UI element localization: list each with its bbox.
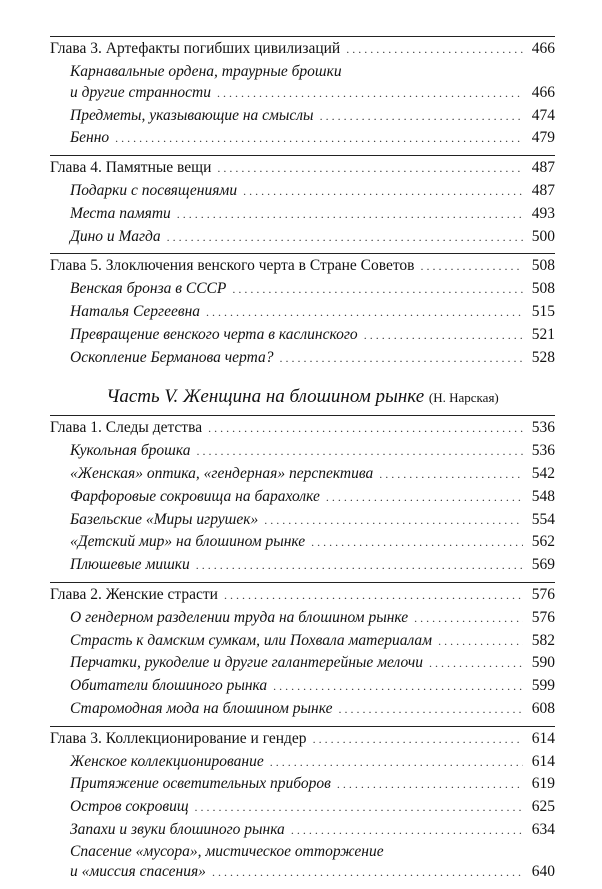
page-number: 599 <box>531 677 555 695</box>
page-number: 466 <box>531 83 555 101</box>
part-author: (Н. Нарская) <box>428 390 499 406</box>
dot-leader <box>208 418 523 440</box>
dot-leader <box>320 106 523 128</box>
dot-leader <box>206 302 523 324</box>
subsection-title-line2: и другие странности <box>70 82 215 104</box>
chapter-entry[interactable] <box>50 255 555 278</box>
dot-leader <box>115 128 523 150</box>
dot-leader <box>243 181 523 203</box>
page-number: 493 <box>531 204 555 222</box>
subsection-title: Базельские «Миры игрушек» <box>70 509 262 531</box>
subsection-entry-cont[interactable] <box>50 82 555 105</box>
page-number: 515 <box>531 302 555 320</box>
page-number: 474 <box>531 106 555 124</box>
chapter-2-female-passions <box>50 582 555 721</box>
subsection-title: Обитатели блошиного рынка <box>70 675 271 697</box>
subsection-entry[interactable] <box>50 105 555 128</box>
dot-leader <box>217 83 523 105</box>
subsection-entry[interactable] <box>50 531 555 554</box>
page-number: 562 <box>531 533 555 551</box>
part-heading[interactable] <box>50 385 555 410</box>
dot-leader <box>326 487 523 509</box>
page-number: 536 <box>531 442 555 460</box>
subsection-title: «Женская» оптика, «гендерная» перспектива <box>70 463 377 485</box>
page-number: 590 <box>531 654 555 672</box>
chapter-4-memorabilia <box>50 155 555 248</box>
subsection-entry[interactable] <box>50 203 555 226</box>
dot-leader <box>273 676 523 698</box>
dot-leader <box>379 464 523 486</box>
subsection-title: Женское коллекционирование <box>70 751 268 773</box>
subsection-entry-cont[interactable] <box>50 861 555 884</box>
subsection-entry[interactable] <box>50 796 555 819</box>
dot-leader <box>311 532 523 554</box>
dot-leader <box>270 752 523 774</box>
dot-leader <box>337 774 523 796</box>
chapter-title: Глава 5. Злоключения венского черта в Стране Советов <box>50 255 418 277</box>
page-number: 508 <box>531 280 555 298</box>
dot-leader <box>224 585 523 607</box>
dot-leader <box>217 158 523 180</box>
dot-leader <box>414 608 523 630</box>
subsection-title: Притяжение осветительных приборов <box>70 773 335 795</box>
subsection-title: Предметы, указывающие на смыслы <box>70 105 318 127</box>
subsection-title: Подарки с посвящениями <box>70 180 241 202</box>
dot-leader <box>195 797 523 819</box>
page-number: 569 <box>531 556 555 574</box>
subsection-entry[interactable] <box>50 652 555 675</box>
chapter-entry[interactable] <box>50 157 555 180</box>
dot-leader <box>212 862 523 884</box>
subsection-entry[interactable] <box>50 463 555 486</box>
subsection-entry[interactable] <box>50 440 555 463</box>
subsection-entry[interactable] <box>50 226 555 249</box>
subsection-title: «Детский мир» на блошином рынке <box>70 531 309 553</box>
chapter-1-childhood-traces <box>50 415 555 577</box>
dot-leader <box>438 631 523 653</box>
subsection-title: Венская бронза в СССР <box>70 278 230 300</box>
subsection-entry[interactable] <box>50 842 555 861</box>
page-number: 625 <box>531 798 555 816</box>
subsection-entry[interactable] <box>50 819 555 842</box>
subsection-title: Фарфоровые сокровища на барахолке <box>70 486 324 508</box>
chapter-entry[interactable] <box>50 584 555 607</box>
subsection-entry[interactable] <box>50 773 555 796</box>
page-number: 521 <box>531 325 555 343</box>
subsection-entry[interactable] <box>50 607 555 630</box>
chapter-title: Глава 3. Артефакты погибших цивилизаций <box>50 38 344 60</box>
subsection-entry[interactable] <box>50 675 555 698</box>
subsection-title: Оскопление Берманова черта? <box>70 347 277 369</box>
table-of-contents <box>50 36 555 889</box>
subsection-entry[interactable] <box>50 630 555 653</box>
page-number: 640 <box>531 862 555 880</box>
page-number: 576 <box>531 608 555 626</box>
page-number: 608 <box>531 699 555 717</box>
page-number: 487 <box>531 159 555 177</box>
subsection-entry[interactable] <box>50 698 555 721</box>
subsection-title: Наталья Сергеевна <box>70 301 204 323</box>
dot-leader <box>291 820 523 842</box>
dot-leader <box>279 348 523 370</box>
subsection-title: Старомодная мода на блошином рынке <box>70 698 336 720</box>
chapter-3-collecting-and-gender <box>50 726 555 884</box>
dot-leader <box>313 729 523 751</box>
page-number: 542 <box>531 464 555 482</box>
dot-leader <box>177 204 523 226</box>
dot-leader <box>167 227 523 249</box>
subsection-title-line2: и «миссия спасения» <box>70 861 210 883</box>
subsection-title-line1: Спасение «мусора», мистическое отторжение <box>70 842 388 861</box>
dot-leader <box>232 279 523 301</box>
page-number: 548 <box>531 487 555 505</box>
page-number: 614 <box>531 729 555 747</box>
page-number: 554 <box>531 510 555 528</box>
subsection-entry[interactable] <box>50 486 555 509</box>
page-number: 528 <box>531 348 555 366</box>
dot-leader <box>429 653 523 675</box>
subsection-title: Места памяти <box>70 203 175 225</box>
part-title: Часть V. Женщина на блошином рынке <box>106 386 425 408</box>
subsection-entry[interactable] <box>50 180 555 203</box>
page-number: 582 <box>531 631 555 649</box>
chapter-entry[interactable] <box>50 38 555 61</box>
dot-leader <box>338 699 523 721</box>
page-number: 634 <box>531 820 555 838</box>
chapter-5-viennese-devil <box>50 253 555 369</box>
chapter-entry[interactable] <box>50 728 555 751</box>
subsection-title: О гендерном разделении труда на блошином рынке <box>70 607 412 629</box>
subsection-entry[interactable] <box>50 301 555 324</box>
subsection-entry[interactable] <box>50 278 555 301</box>
page-number: 614 <box>531 752 555 770</box>
page-number: 619 <box>531 775 555 793</box>
chapter-title: Глава 2. Женские страсти <box>50 584 222 606</box>
subsection-entry[interactable] <box>50 751 555 774</box>
page-number: 487 <box>531 181 555 199</box>
subsection-entry[interactable] <box>50 509 555 532</box>
subsection-title: Запахи и звуки блошиного рынка <box>70 819 289 841</box>
subsection-title: Бенно <box>70 127 113 149</box>
subsection-title-line1: Карнавальные ордена, траурные брошки <box>70 61 346 82</box>
dot-leader <box>264 510 523 532</box>
subsection-title: Кукольная брошка <box>70 440 194 462</box>
dot-leader <box>364 325 523 347</box>
dot-leader <box>420 256 523 278</box>
chapter-entry[interactable] <box>50 417 555 440</box>
subsection-title: Перчатки, рукоделие и другие галантерейные мелочи <box>70 652 427 674</box>
chapter-3-artifacts <box>50 36 555 150</box>
chapter-title: Глава 3. Коллекционирование и гендер <box>50 728 311 750</box>
subsection-entry[interactable] <box>50 61 555 82</box>
page-number: 466 <box>531 40 555 57</box>
subsection-entry[interactable] <box>50 347 555 370</box>
page-number: 576 <box>531 585 555 603</box>
subsection-title: Превращение венского черта в каслинского <box>70 324 362 346</box>
subsection-title: Плюшевые мишки <box>70 554 194 576</box>
dot-leader <box>196 555 523 577</box>
dot-leader <box>196 441 523 463</box>
page-number: 479 <box>531 129 555 147</box>
subsection-entry[interactable] <box>50 127 555 150</box>
subsection-title: Дино и Магда <box>70 226 165 248</box>
subsection-title: Остров сокровищ <box>70 796 193 818</box>
subsection-entry[interactable] <box>50 324 555 347</box>
chapter-title: Глава 4. Памятные вещи <box>50 157 215 179</box>
subsection-title: Страсть к дамским сумкам, или Похвала материалам <box>70 630 436 652</box>
dot-leader <box>346 39 523 61</box>
page-number: 508 <box>531 257 555 275</box>
subsection-entry[interactable] <box>50 554 555 577</box>
page-number: 500 <box>531 227 555 245</box>
page-number: 536 <box>531 419 555 437</box>
chapter-title: Глава 1. Следы детства <box>50 417 206 439</box>
